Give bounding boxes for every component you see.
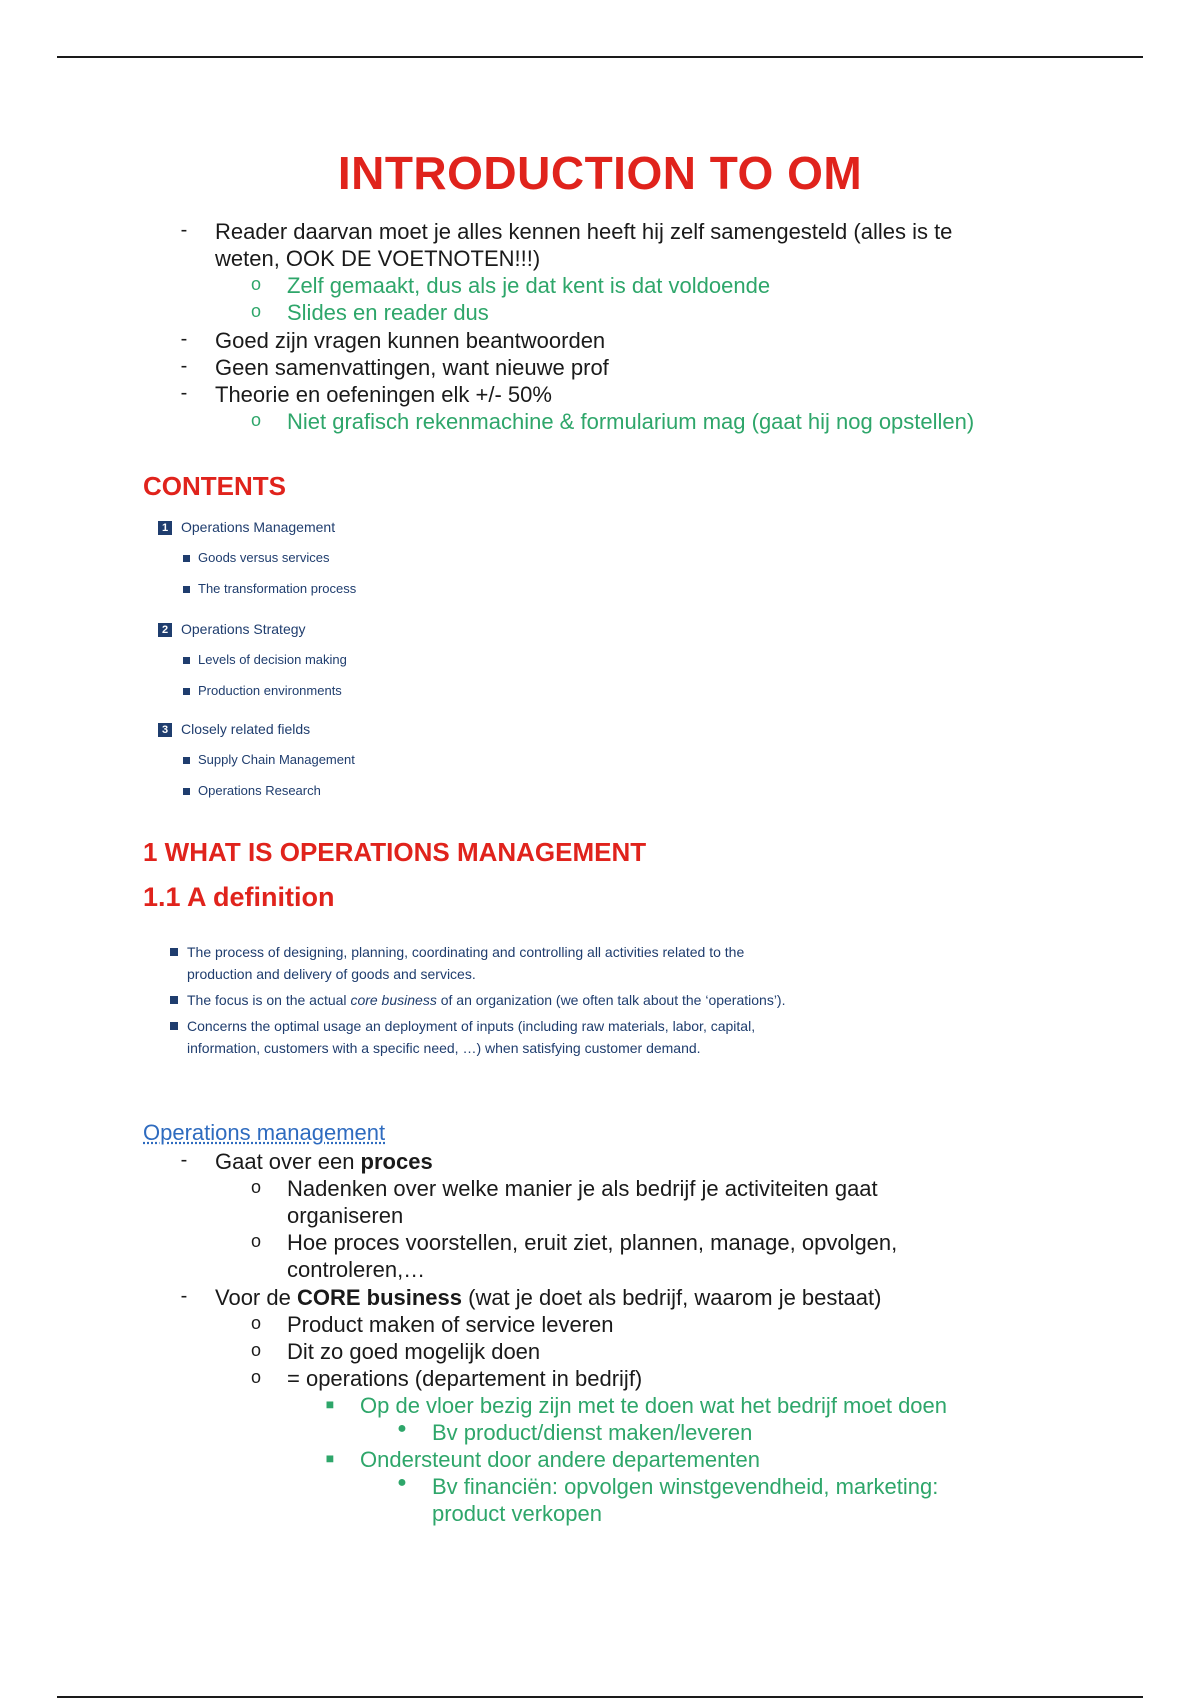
intro-item-3: Geen samenvattingen, want nieuwe prof: [215, 355, 609, 380]
toc-subitem: Goods versus services: [183, 550, 330, 565]
intro-item-1-line-2: weten, OOK DE VOETNOTEN!!!): [215, 246, 541, 271]
om-item-b-sub-2: Dit zo goed mogelijk doen: [287, 1339, 541, 1364]
dash-bullet: -: [180, 219, 188, 241]
definition-item: Concerns the optimal usage an deployment of inputs (including raw materials, labor, capital, information, customers with a specific need, …) when satisfying customer demand.: [170, 1015, 810, 1059]
page-title: INTRODUCTION TO OM: [337, 147, 863, 199]
square-bullet-icon: [170, 996, 178, 1004]
square-bullet-icon: [183, 688, 190, 695]
square-bullet-icon: [183, 586, 190, 593]
om-item-b-sub-3-b: Ondersteunt door andere departementen: [360, 1447, 760, 1472]
circle-bullet: o: [250, 1367, 261, 1387]
toc-subitem: The transformation process: [183, 581, 356, 596]
om-item-b-sub-3: = operations (departement in bedrijf): [287, 1366, 643, 1391]
dash-bullet: -: [180, 382, 188, 404]
square-bullet-icon: ■: [325, 1396, 335, 1412]
toc-number: 1: [158, 521, 172, 535]
intro-item-4-sub-1: Niet grafisch rekenmachine & formularium mag (gaat hij nog opstellen): [287, 409, 975, 434]
square-bullet-icon: ■: [325, 1450, 335, 1466]
contents-heading: CONTENTS: [143, 471, 286, 501]
operations-management-subtitle: Operations management: [143, 1120, 386, 1145]
intro-item-1-sub-2: Slides en reader dus: [287, 300, 489, 325]
toc-section-3: [158, 721, 310, 737]
intro-item-4: Theorie en oefeningen elk +/- 50%: [215, 382, 552, 407]
definition-item: The focus is on the actual core business of an organization (we often talk about the ‘operations’).: [170, 989, 810, 1011]
definition-item: The process of designing, planning, coordinating and controlling all activities related to the production and delivery of goods and services.: [170, 941, 810, 985]
dash-bullet: -: [180, 355, 188, 377]
header-rule: [57, 56, 1143, 58]
om-item-b-sub-3-a-i: Bv product/dienst maken/leveren: [432, 1420, 753, 1445]
om-item-a-sub-2-line-1: Hoe proces voorstellen, eruit ziet, plannen, manage, opvolgen,: [287, 1230, 898, 1255]
dash-bullet: -: [180, 1285, 188, 1307]
square-bullet-icon: [170, 1022, 178, 1030]
circle-bullet: o: [250, 301, 261, 321]
om-item-b-sub-3-b-i-line-1: Bv financiën: opvolgen winstgevendheid, marketing:: [432, 1474, 939, 1499]
circle-bullet: o: [250, 410, 261, 430]
square-bullet-icon: [183, 788, 190, 795]
footer-rule: [57, 1696, 1143, 1698]
om-item-b-sub-1: Product maken of service leveren: [287, 1312, 614, 1337]
square-bullet-icon: [183, 657, 190, 664]
toc-section-1: [158, 519, 335, 535]
section-1-1-heading: 1.1 A definition: [143, 882, 335, 912]
intro-item-1-line-1: Reader daarvan moet je alles kennen heeft hij zelf samengesteld (alles is te: [215, 219, 953, 244]
dash-bullet: -: [180, 1149, 188, 1171]
intro-item-2: Goed zijn vragen kunnen beantwoorden: [215, 328, 606, 353]
om-item-a-sub-2-line-2: controleren,…: [287, 1257, 426, 1282]
definition-list: [170, 941, 810, 1063]
om-item-b-sub-3-b-i-line-2: product verkopen: [432, 1501, 602, 1526]
om-item-a: Gaat over een proces: [215, 1149, 433, 1174]
toc-number: 2: [158, 623, 172, 637]
square-bullet-icon: [183, 555, 190, 562]
circle-bullet: o: [250, 1231, 261, 1251]
toc-subitem: Operations Research: [183, 783, 321, 798]
toc-section-title: Closely related fields: [181, 721, 311, 737]
toc-section-title: Operations Management: [181, 519, 336, 535]
dot-bullet-icon: ●: [397, 1420, 407, 1437]
square-bullet-icon: [183, 757, 190, 764]
circle-bullet: o: [250, 274, 261, 294]
dot-bullet-icon: ●: [397, 1474, 407, 1491]
toc-subitem: Supply Chain Management: [183, 752, 355, 767]
om-item-a-sub-1-line-2: organiseren: [287, 1203, 404, 1228]
circle-bullet: o: [250, 1177, 261, 1197]
toc-subitem: Production environments: [183, 683, 342, 698]
toc-subitem: Levels of decision making: [183, 652, 347, 667]
square-bullet-icon: [170, 948, 178, 956]
section-1-heading: 1 WHAT IS OPERATIONS MANAGEMENT: [143, 837, 647, 867]
toc-section-title: Operations Strategy: [181, 621, 306, 637]
om-item-a-sub-1-line-1: Nadenken over welke manier je als bedrijf je activiteiten gaat: [287, 1176, 878, 1201]
om-item-b: Voor de CORE business (wat je doet als bedrijf, waarom je bestaat): [215, 1285, 882, 1310]
toc-section-2: [158, 621, 306, 637]
circle-bullet: o: [250, 1340, 261, 1360]
intro-item-1-sub-1: Zelf gemaakt, dus als je dat kent is dat voldoende: [287, 273, 771, 298]
toc-number: 3: [158, 723, 172, 737]
dash-bullet: -: [180, 328, 188, 350]
om-item-b-sub-3-a: Op de vloer bezig zijn met te doen wat het bedrijf moet doen: [360, 1393, 948, 1418]
circle-bullet: o: [250, 1313, 261, 1333]
